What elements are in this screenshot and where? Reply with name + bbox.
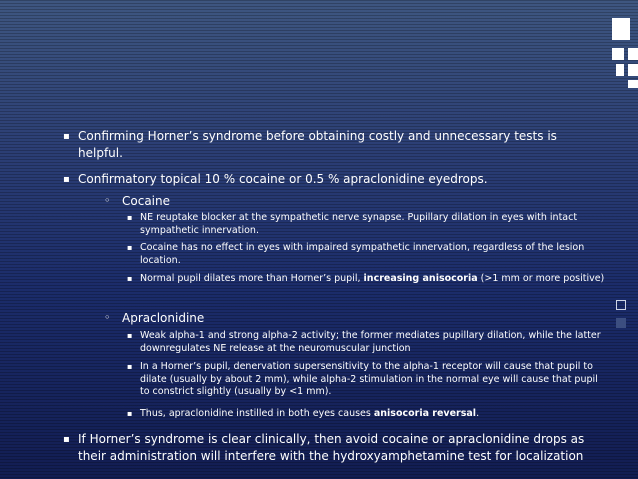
bullet-item bbox=[63, 128, 598, 162]
decor-square bbox=[612, 18, 630, 40]
bullet-marker-icon: ▪ bbox=[63, 434, 70, 445]
bullet-marker-icon: ▪ bbox=[127, 274, 133, 283]
detail-text bbox=[140, 408, 610, 421]
sub-sub-bullet-item bbox=[127, 408, 610, 421]
decor-outline-square bbox=[616, 300, 626, 310]
bullet-marker-icon: ▪ bbox=[127, 331, 133, 340]
detail-text: Weak alpha-1 and strong alpha-2 activity; the former mediates pupillary dilation, while the latter downregulates NE release at the neuromuscular junction bbox=[140, 330, 601, 354]
detail-text-end: (>1 mm or more positive) bbox=[477, 273, 605, 284]
circle-bullet-icon: ◦ bbox=[104, 311, 111, 324]
circle-bullet-icon: ◦ bbox=[104, 194, 111, 207]
bullet-item bbox=[63, 171, 598, 188]
detail-text: In a Horner’s pupil, denervation supersensitivity to the alpha-1 receptor will cause that pupil to dilate (usually by about 2 mm), while alpha-2 stimulation in the normal eye will cause that pupil to constrict slightly (usually by <1 mm). bbox=[140, 361, 598, 397]
decor-square bbox=[628, 64, 638, 76]
detail-text-start: Normal pupil dilates more than Horner’s pupil, bbox=[140, 273, 364, 284]
bullet-marker-icon: ▪ bbox=[127, 409, 133, 418]
sub-sub-bullet-item bbox=[127, 361, 610, 399]
sub-sub-bullet-item bbox=[127, 273, 610, 286]
detail-text-end: . bbox=[476, 408, 480, 419]
sub-sub-bullet-item bbox=[127, 212, 610, 237]
decor-square bbox=[628, 80, 638, 88]
sub-bullet-text: Cocaine bbox=[122, 194, 170, 208]
bullet-text: Confirmatory topical 10 % cocaine or 0.5 % apraclonidine eyedrops. bbox=[78, 172, 488, 186]
sub-sub-bullet-item bbox=[127, 242, 610, 267]
bullet-marker-icon: ▪ bbox=[63, 174, 70, 185]
bullet-item bbox=[63, 431, 598, 465]
detail-text: Cocaine has no effect in eyes with impaired sympathetic innervation, regardless of the lesion location. bbox=[140, 242, 585, 266]
bullet-marker-icon: ▪ bbox=[127, 362, 133, 371]
bullet-marker-icon: ▪ bbox=[127, 213, 133, 222]
sub-bullet-text: Apraclonidine bbox=[122, 311, 205, 325]
bullet-marker-icon: ▪ bbox=[127, 243, 133, 252]
sub-bullet-item bbox=[104, 310, 602, 327]
sub-sub-bullet-item bbox=[127, 330, 610, 355]
emphasis-text: anisocoria reversal bbox=[373, 408, 477, 419]
bullet-marker-icon: ▪ bbox=[63, 131, 70, 142]
sub-bullet-item bbox=[104, 193, 602, 210]
decor-square bbox=[628, 48, 638, 60]
decor-square bbox=[616, 64, 624, 76]
detail-text: NE reuptake blocker at the sympathetic nerve synapse. Pupillary dilation in eyes with intact sympathetic innervation. bbox=[140, 212, 578, 236]
decor-square bbox=[616, 318, 626, 328]
emphasis-text: increasing anisocoria bbox=[363, 273, 478, 284]
detail-text-start: Thus, apraclonidine instilled in both eyes causes bbox=[140, 408, 374, 419]
bullet-text: If Horner’s syndrome is clear clinically, then avoid cocaine or apraclonidine drops as their administration will interfere with the hydroxyamphetamine test for localization bbox=[78, 432, 585, 463]
bullet-text: Confirming Horner’s syndrome before obtaining costly and unnecessary tests is helpful. bbox=[78, 129, 557, 160]
decor-square bbox=[612, 48, 624, 60]
detail-text bbox=[140, 273, 610, 286]
